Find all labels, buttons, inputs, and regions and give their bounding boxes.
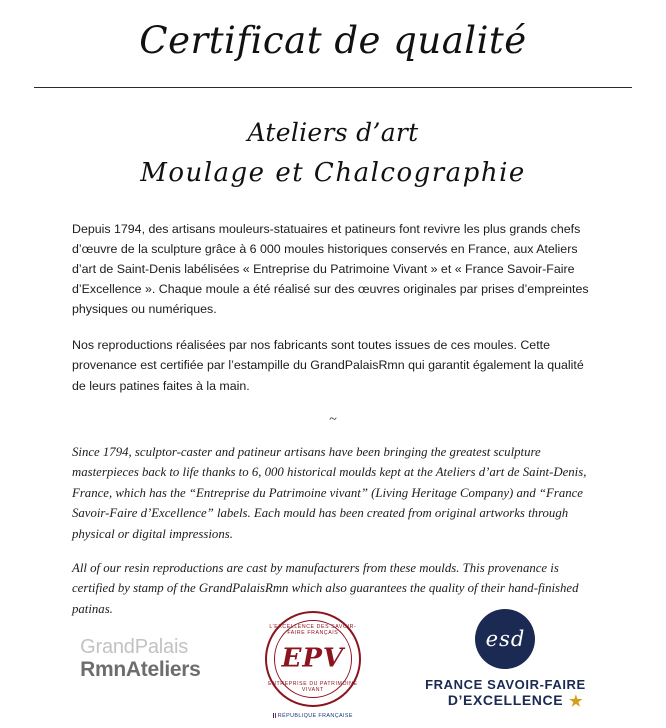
body-text: [72, 219, 594, 620]
title-divider: [34, 87, 632, 88]
france-savoir-faire-logo: [425, 609, 586, 710]
fsf-line2: D’EXCELLENCE: [447, 691, 564, 708]
grandpalais-logo-line2: RmnAteliers: [80, 658, 201, 682]
epv-arc-top-text: L’EXCELLENCE DES SAVOIR-FAIRE FRANÇAIS: [269, 624, 357, 636]
paragraph-en-1: Since 1794, sculptor-caster and patineur artisans have been bringing the greatest sculpture masterpieces back to life thanks to 6, 000 historical moulds kept at the Ateliers d’art de Saint-Denis, France, which has the “Entreprise du Patrimoine vivant” (Living Heritage Company) and “France Savoir-Faire d’Excellence” labels. Each mould has been created from original artworks through physical or digital impressions.: [72, 444, 587, 541]
fsf-line1: FRANCE SAVOIR-FAIRE: [425, 676, 586, 692]
republique-francaise-label: [265, 713, 361, 719]
esd-monogram: esd: [485, 626, 526, 651]
republique-francaise-text: RÉPUBLIQUE FRANÇAISE: [277, 713, 353, 719]
fsf-line2-wrap: [447, 691, 584, 710]
epv-arc-bottom-text: ENTREPRISE DU PATRIMOINE VIVANT: [268, 681, 358, 693]
french-flag-icon: [273, 713, 276, 718]
grandpalais-rmn-logo: [80, 636, 200, 682]
epv-monogram: EPV: [281, 643, 345, 674]
epv-seal-logo: [265, 611, 361, 719]
esd-disc-icon: [475, 609, 535, 669]
section-separator: ~: [329, 411, 337, 427]
paragraph-fr-2: Nos reproductions réalisées par nos fabricants sont toutes issues de ces moules. Cette provenance est certifiée par l’estampille du GrandPalaisRmn qui garantit également la qualité de leurs patines faites à la main.: [72, 338, 584, 393]
star-icon: ★: [569, 692, 584, 710]
grandpalais-logo-line1: GrandPalais: [80, 636, 188, 659]
subtitle-moulage: Moulage et Chalcographie: [140, 157, 526, 188]
page-title: Certificat de qualité: [139, 19, 527, 62]
logo-row: [0, 604, 666, 719]
subtitle-block: [0, 114, 666, 193]
paragraph-en-2: All of our resin reproductions are cast by manufacturers from these moulds. This provenance is certified by stamp of the GrandPalaisRmn which also guarantees the quality of their hand-finished patinas.: [72, 560, 579, 616]
paragraph-fr-1: Depuis 1794, des artisans mouleurs-statuaires et patineurs font revivre les plus grands chefs d’œuvre de la sculpture grâce à 6 000 moules historiques conservés en France, aux Ateliers d’art de Saint-Denis labélisées « Entreprise du Patrimoine Vivant » et « France Savoir-Faire d’Excellence ». Chaque moule a été réalisé sur des œuvres originales par prises d’empreintes physiques ou numériques.: [72, 221, 589, 317]
subtitle-ateliers: Ateliers d’art: [247, 117, 419, 147]
